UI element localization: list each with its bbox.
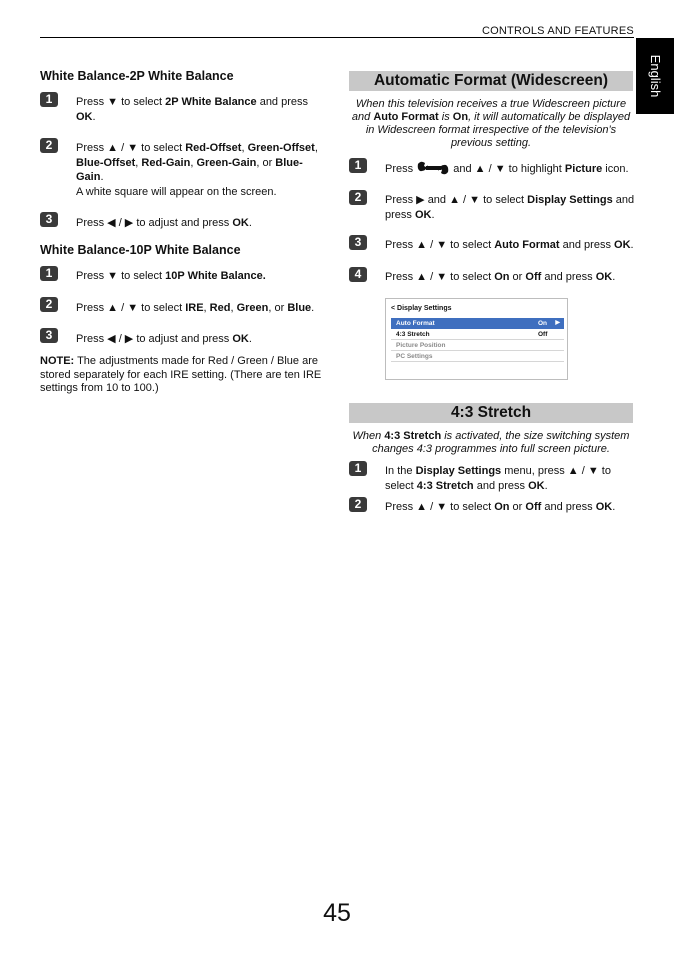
step-number-icon: 2 bbox=[349, 497, 367, 512]
wb2p-step-1: Press ▼ to select 2P White Balance and press OK. bbox=[76, 96, 309, 123]
step-number-icon: 1 bbox=[349, 461, 367, 476]
stretch-step-1: In the Display Settings menu, press ▲ / ▼ to select 4:3 Stretch and press OK. bbox=[385, 465, 611, 492]
step-number-icon: 2 bbox=[40, 138, 58, 153]
menu-row-picture-position[interactable] bbox=[391, 340, 564, 351]
arrow-right-icon: ▶ bbox=[555, 320, 560, 326]
menu-row-value: On bbox=[538, 320, 548, 327]
auto-format-intro: When this television receives a true Widescreen picture and Auto Format is On, it will automatically be displayed in Widescreen format irrespective of the television’s previous setting. bbox=[351, 98, 631, 149]
step-number-icon: 4 bbox=[349, 267, 367, 282]
step1-text-before: Press bbox=[385, 163, 417, 175]
auto-format-step-1 bbox=[385, 161, 633, 177]
menu-row-label: Picture Position bbox=[396, 342, 446, 349]
stretch-title: 4:3 Stretch bbox=[349, 403, 633, 423]
step1-text-after: and ▲ / ▼ to highlight Picture icon. bbox=[450, 163, 629, 175]
auto-format-step-3: Press ▲ / ▼ to select Auto Format and press OK. bbox=[385, 239, 634, 251]
wb10p-step-3: Press ◀ / ▶ to adjust and press OK. bbox=[76, 333, 252, 345]
auto-format-step-2: Press ▶ and ▲ / ▼ to select Display Settings and press OK. bbox=[385, 194, 635, 221]
note-text: The adjustments made for Red / Green / Blue are stored separately for each IRE setting. (There are ten IRE settings from 10 to 100.) bbox=[40, 355, 322, 394]
menu-row-value: Off bbox=[538, 331, 548, 338]
menu-row-label: 4:3 Stretch bbox=[396, 331, 430, 338]
menu-row-label: PC Settings bbox=[396, 353, 433, 360]
language-tab bbox=[636, 38, 674, 114]
wb2p-step-2: Press ▲ / ▼ to select Red-Offset, Green-Offset, Blue-Offset, Red-Gain, Green-Gain, or Blue-Gain. A white square will appear on the screen. bbox=[76, 142, 318, 198]
stretch-intro: When 4:3 Stretch is activated, the size switching system changes 4:3 programmes into full screen picture. bbox=[352, 430, 630, 455]
step-number-icon: 2 bbox=[40, 297, 58, 312]
wb10p-step-2: Press ▲ / ▼ to select IRE, Red, Green, or Blue. bbox=[76, 302, 315, 314]
menu-title: < Display Settings bbox=[391, 305, 452, 312]
wb10p-step-1: Press ▼ to select 10P White Balance. bbox=[76, 270, 266, 282]
running-header: CONTROLS AND FEATURES bbox=[482, 25, 634, 37]
wb2p-heading: White Balance-2P White Balance bbox=[40, 69, 234, 83]
wb2p-step-3: Press ◀ / ▶ to adjust and press OK. bbox=[76, 217, 252, 229]
step-number-icon: 1 bbox=[349, 158, 367, 173]
step-number-icon: 3 bbox=[40, 328, 58, 343]
step-number-icon: 1 bbox=[40, 266, 58, 281]
step-number-icon: 3 bbox=[349, 235, 367, 250]
auto-format-title: Automatic Format (Widescreen) bbox=[349, 71, 633, 91]
language-tab-label: English bbox=[648, 54, 663, 98]
step-number-icon: 3 bbox=[40, 212, 58, 227]
step-number-icon: 2 bbox=[349, 190, 367, 205]
step-number-icon: 1 bbox=[40, 92, 58, 107]
note-label: NOTE: bbox=[40, 355, 75, 367]
menu-row-label: Auto Format bbox=[396, 320, 435, 327]
wb10p-heading: White Balance-10P White Balance bbox=[40, 243, 241, 257]
menu-row-auto-format[interactable] bbox=[391, 318, 564, 329]
page-number: 45 bbox=[323, 899, 351, 927]
wrench-icon bbox=[416, 161, 450, 175]
note bbox=[40, 355, 328, 396]
header-rule bbox=[40, 37, 634, 38]
display-settings-menu bbox=[385, 298, 568, 380]
menu-rows bbox=[391, 318, 564, 362]
auto-format-step-4: Press ▲ / ▼ to select On or Off and press OK. bbox=[385, 271, 616, 283]
menu-row-4-3-stretch[interactable] bbox=[391, 329, 564, 340]
stretch-step-2: Press ▲ / ▼ to select On or Off and press OK. bbox=[385, 501, 616, 513]
menu-row-pc-settings[interactable] bbox=[391, 351, 564, 362]
